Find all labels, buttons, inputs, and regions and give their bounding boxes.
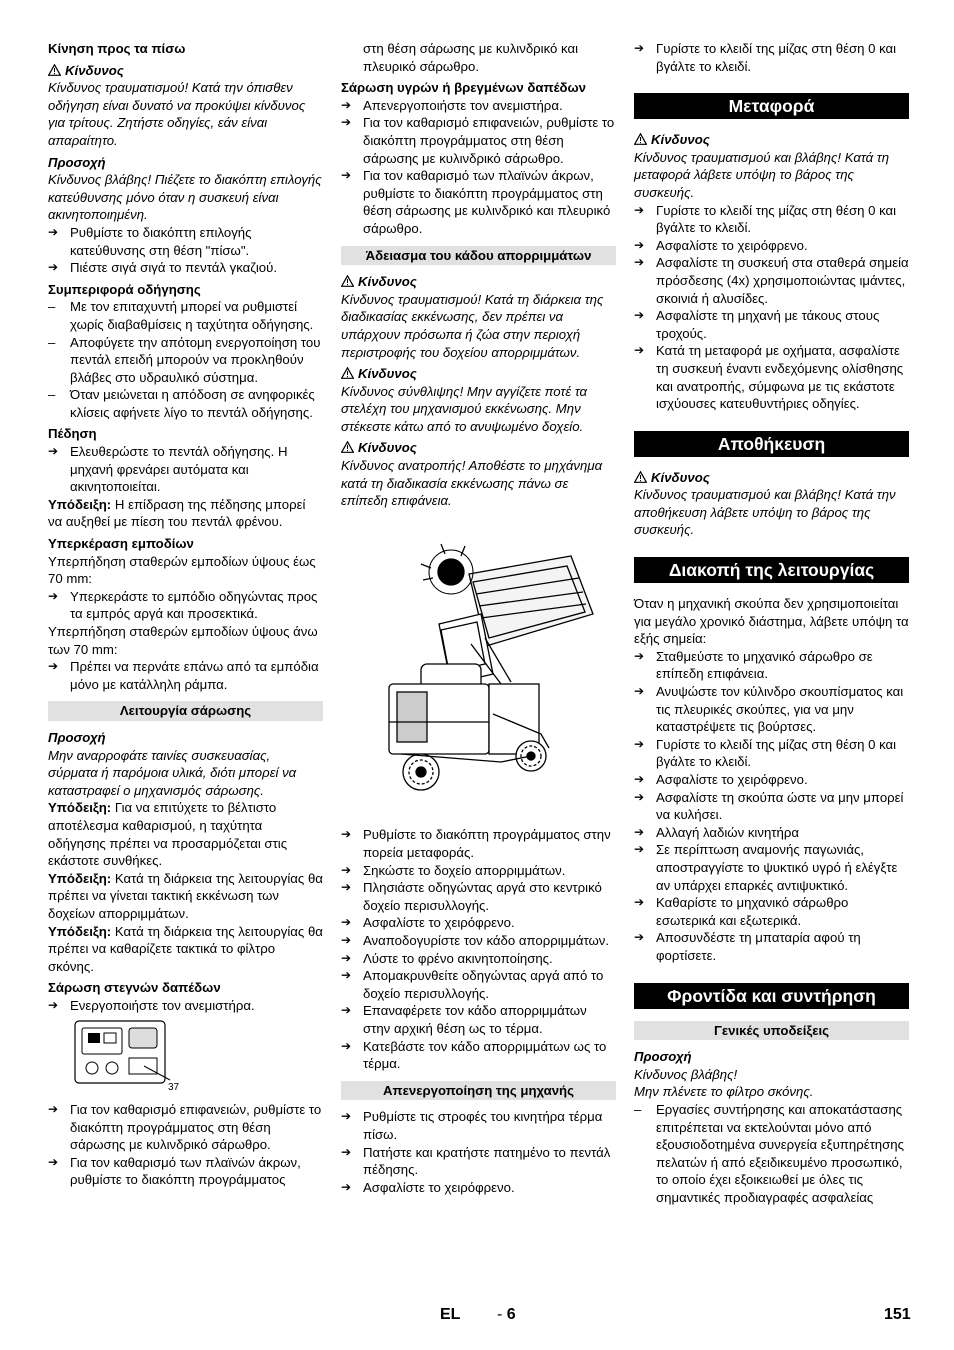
- heading-text: Προσοχή: [48, 729, 106, 745]
- heading-text: Κίνδυνος: [651, 132, 710, 148]
- step-text: Πατήστε και κρατήστε πατημένο το πεντάλ πέδησης.: [363, 1144, 611, 1178]
- warning-text: Κίνδυνος ανατροπής! Αποθέστε το μηχάνημα κατά τη διαδικασία εκκένωσης πάνω σε επίπεδη επιφάνεια.: [341, 458, 603, 509]
- instruction-step: [341, 1002, 616, 1037]
- caution-heading: [48, 154, 323, 172]
- arrow-right-icon: ➔: [634, 237, 645, 252]
- subsection-band: Απενεργοποίηση της μηχανής: [341, 1081, 616, 1101]
- step-text: Ρυθμίστε το διακόπτη προγράμματος στην πορεία μεταφοράς.: [363, 827, 611, 861]
- step-text: Αλλαγή λαδιών κινητήρα: [656, 824, 799, 840]
- instruction-step: [634, 683, 909, 736]
- arrow-right-icon: ➔: [341, 168, 352, 183]
- instruction-step: [634, 40, 909, 75]
- instruction-step: [341, 114, 616, 167]
- section-title-band: Αποθήκευση: [634, 431, 909, 457]
- note-label: Υπόδειξη:: [48, 800, 112, 816]
- dash-list-item: [634, 1101, 909, 1207]
- warning-triangle-icon: [341, 275, 354, 287]
- note-text: Η επίδραση της πέδησης μπορεί να αυξηθεί με πίεση του πεντάλ φρένου.: [48, 496, 306, 530]
- arrow-right-icon: ➔: [634, 41, 645, 55]
- sweeper-dump-illustration: [381, 534, 601, 804]
- heading-text: Κίνδυνος: [65, 62, 124, 78]
- dash-list-item: [48, 334, 323, 387]
- figure-control-panel: [74, 1020, 323, 1097]
- arrow-right-icon: ➔: [341, 827, 352, 842]
- arrow-right-icon: ➔: [48, 444, 59, 459]
- step-text: Σε περίπτωση αναμονής παγωνιάς, αποστραγγίστε το ψυκτικό υγρό ή ελέγξτε αν υπάρχει επαρκές αντιψυκτικό.: [656, 842, 898, 893]
- instruction-step: [48, 588, 323, 623]
- step-text: Αποσυνδέστε τη μπαταρία αφού τη φορτίσετε.: [656, 930, 861, 963]
- section-title-band: Μεταφορά: [634, 93, 909, 119]
- dash-bullet-icon: –: [48, 334, 56, 350]
- warning-text: Κίνδυνος τραυματισμού! Κατά την όπισθεν οδήγηση είναι δυνατό να προκύψει κίνδυνος για τρίτους. Ζητήστε οδηγίες, εάν είναι απαραίτητο.: [48, 80, 306, 148]
- note-text: Για να επιτύχετε το βέλτιστο αποτέλεσμα καθαρισμού, η ταχύτητα οδήγησης πρέπει να προσαρμόζεται στις εκάστοτε συνθήκες.: [48, 800, 288, 869]
- instruction-step: [341, 932, 616, 950]
- instruction-step: [634, 824, 909, 842]
- warning-text: Κίνδυνος τραυματισμού και βλάβης! Κατά τη μεταφορά λάβετε υπόψη το βάρος της συσκευής.: [634, 149, 890, 200]
- arrow-right-icon: ➔: [634, 308, 645, 323]
- instruction-step: [634, 202, 909, 237]
- arrow-right-icon: ➔: [341, 880, 352, 895]
- instruction-step: [634, 342, 909, 412]
- arrow-right-icon: ➔: [341, 950, 352, 965]
- arrow-right-icon: ➔: [634, 202, 645, 217]
- step-text: Ασφαλίστε το χειρόφρενο.: [656, 237, 808, 253]
- warning-text: Μην πλένετε το φίλτρο σκόνης.: [634, 1084, 814, 1100]
- step-text: Ασφαλίστε το χειρόφρενο.: [363, 1179, 515, 1195]
- paragraph: Υπερπήδηση σταθερών εμποδίων ύψους άνω των 70 mm:: [48, 624, 318, 657]
- section-heading: Κίνηση προς τα πίσω: [48, 41, 186, 56]
- step-text: Πιέστε σιγά σιγά το πεντάλ γκαζιού.: [70, 260, 277, 276]
- arrow-right-icon: ➔: [341, 862, 352, 877]
- arrow-right-icon: ➔: [634, 772, 645, 786]
- heading-text: Κίνδυνος: [358, 440, 417, 456]
- step-text: Γυρίστε το κλειδί της μίζας στη θέση 0 και βγάλτε το κλειδί.: [656, 736, 897, 770]
- arrow-right-icon: ➔: [341, 933, 352, 947]
- instruction-step: [341, 1144, 616, 1179]
- dash-list-item: [48, 386, 323, 421]
- dash-bullet-icon: –: [634, 1101, 642, 1117]
- control-panel-illustration: [74, 1020, 184, 1092]
- arrow-right-icon: ➔: [341, 1109, 352, 1124]
- step-text: Γυρίστε το κλειδί της μίζας στη θέση 0 και βγάλτε το κλειδί.: [656, 41, 897, 74]
- dash-list-item: [48, 298, 323, 333]
- step-text: Ασφαλίστε το χειρόφρενο.: [656, 772, 808, 787]
- step-text: Κατά τη μεταφορά με οχήματα, ασφαλίστε τη συσκευή έναντι ενδεχόμενης ολίσθησης και ανατροπής, σύμφωνα με τις εκάστοτε ισχύουσες κατευθυντήριες οδηγίες.: [656, 343, 904, 412]
- instruction-step: [634, 771, 909, 789]
- instruction-step: [341, 879, 616, 914]
- section-heading: Συμπεριφορά οδήγησης: [48, 281, 201, 297]
- instruction-step: [341, 862, 616, 880]
- dash-bullet-icon: –: [48, 299, 56, 315]
- instruction-step: [48, 224, 323, 259]
- step-text: Επαναφέρετε τον κάδο απορριμμάτων στην αρχική θέση ως το τέρμα.: [363, 1003, 587, 1036]
- arrow-right-icon: ➔: [48, 997, 59, 1012]
- footer-sub-page-prefix: -: [497, 1306, 507, 1323]
- step-text: Απενεργοποιήστε τον ανεμιστήρα.: [363, 97, 563, 113]
- arrow-right-icon: ➔: [634, 343, 645, 358]
- arrow-right-icon: ➔: [48, 659, 59, 674]
- step-text: Απομακρυνθείτε οδηγώντας αργά από το δοχείο περισυλλογής.: [363, 968, 604, 1001]
- warning-triangle-icon: [341, 441, 354, 453]
- instruction-step: [48, 1101, 323, 1154]
- arrow-right-icon: ➔: [634, 930, 645, 945]
- footer-language: EL: [440, 1306, 461, 1323]
- instruction-step: [341, 167, 616, 237]
- step-text: Καθαρίστε το μηχανικό σάρωθρο εσωτερικά και εξωτερικά.: [656, 895, 849, 928]
- warning-heading: [634, 469, 909, 487]
- instruction-step: [634, 648, 909, 683]
- arrow-right-icon: ➔: [634, 255, 645, 270]
- section-title-band: Διακοπή της λειτουργίας: [634, 557, 909, 583]
- step-text: Για τον καθαρισμό επιφανειών, ρυθμίστε το διακόπτη προγράμματος στη θέση σάρωσης με κυλινδρικό σάρωθρο.: [363, 115, 615, 166]
- arrow-right-icon: ➔: [48, 1154, 59, 1169]
- column-2: [341, 40, 616, 1196]
- instruction-step: [341, 914, 616, 932]
- arrow-right-icon: ➔: [341, 1003, 352, 1018]
- warning-triangle-icon: [341, 367, 354, 379]
- instruction-step: [341, 950, 616, 968]
- arrow-right-icon: ➔: [48, 588, 59, 603]
- arrow-right-icon: ➔: [634, 648, 645, 663]
- warning-triangle-icon: [634, 471, 647, 483]
- arrow-right-icon: ➔: [634, 842, 645, 857]
- instruction-step: [634, 736, 909, 771]
- paragraph: Υπερπήδηση σταθερών εμποδίων ύψους έως 70 mm:: [48, 553, 316, 587]
- warning-heading: [341, 439, 616, 457]
- warning-text: Κίνδυνος σύνθλιψης! Μην αγγίζετε ποτέ τα στελέχη του μηχανισμού εκκένωσης. Μην στέκεστε κάτω από το ανυψωμένο δοχείο.: [341, 383, 588, 434]
- heading-text: Κίνδυνος: [358, 366, 417, 382]
- note-paragraph: [48, 496, 323, 531]
- list-text: Εργασίες συντήρησης και αποκατάστασης επιτρέπεται να εκτελούνται μόνο από εξουσιοδοτημένα συνεργεία εξυπηρέτησης πελατών ή από εξειδικευμένο προσωπικό, το οποίο έχει εξοικειωθεί με όλες τις σημαντικές προδιαγραφές ασφαλείας: [656, 1101, 904, 1205]
- step-text: Για τον καθαρισμό των πλαϊνών άκρων, ρυθμίστε το διακόπτη προγράμματος: [70, 1154, 301, 1188]
- paragraph-text: στη θέση σάρωσης με κυλινδρικό και πλευρικό σάρωθρο.: [363, 41, 579, 74]
- paragraph: Όταν η μηχανική σκούπα δεν χρησιμοποιείται για μεγάλο χρονικό διάστημα, λάβετε υπόψη τα εξής σημεία:: [634, 596, 909, 647]
- arrow-right-icon: ➔: [634, 684, 645, 699]
- step-text: Αναποδογυρίστε τον κάδο απορριμμάτων.: [363, 933, 610, 948]
- footer-sub-page: [497, 1306, 516, 1324]
- arrow-right-icon: ➔: [48, 1102, 59, 1117]
- column-1: [48, 40, 323, 1189]
- step-text: Ασφαλίστε τη μηχανή με τάκους στους τροχούς.: [656, 308, 880, 341]
- step-text: Ασφαλίστε τη σκούπα ώστε να μην μπορεί να κυλήσει.: [656, 789, 904, 823]
- arrow-right-icon: ➔: [634, 736, 645, 751]
- list-text: Όταν μειώνεται η απόδοση σε ανηφορικές κλίσεις αφήνετε λίγο το πεντάλ οδήγησης.: [70, 387, 315, 420]
- footer-page-number: 151: [884, 1306, 911, 1323]
- note-text: Κατά τη διάρκεια της λειτουργίας θα πρέπει να γίνεται τακτική εκκένωση των δοχείων απορριμμάτων.: [48, 870, 323, 921]
- step-text: Υπερκεράστε το εμπόδιο οδηγώντας προς τα εμπρός αργά και προσεκτικά.: [70, 588, 318, 622]
- step-text: Ρυθμίστε το διακόπτη επιλογής κατεύθυνσης στη θέση "πίσω".: [70, 224, 252, 258]
- arrow-right-icon: ➔: [341, 968, 352, 983]
- step-text: Για τον καθαρισμό επιφανειών, ρυθμίστε το διακόπτη προγράμματος στη θέση σάρωσης με κυλινδρικό σάρωθρο.: [70, 1102, 322, 1153]
- instruction-step: [48, 259, 323, 277]
- dash-bullet-icon: –: [48, 387, 56, 403]
- step-text: Λύστε το φρένο ακινητοποίησης.: [363, 950, 553, 966]
- subsection-band: Γενικές υποδείξεις: [634, 1021, 909, 1041]
- step-text: Ελευθερώστε το πεντάλ οδήγησης. Η μηχανή φρενάρει αυτόματα και ακινητοποιείται.: [70, 444, 288, 495]
- step-text: Ενεργοποιήστε τον ανεμιστήρα.: [70, 997, 255, 1013]
- heading-text: Προσοχή: [48, 154, 106, 170]
- heading-text: Προσοχή: [634, 1049, 692, 1065]
- instruction-step: [341, 97, 616, 115]
- step-text: Ασφαλίστε το χειρόφρενο.: [363, 915, 515, 931]
- arrow-right-icon: ➔: [48, 260, 59, 275]
- instruction-step: [634, 237, 909, 255]
- section-heading: Σάρωση στεγνών δαπέδων: [48, 980, 221, 996]
- warning-heading: [341, 273, 616, 291]
- warning-text: Κίνδυνος βλάβης!: [634, 1066, 738, 1082]
- caution-heading: [48, 729, 323, 747]
- step-text: Ασφαλίστε τη συσκευή στα σταθερά σημεία πρόσδεσης (4x) χρησιμοποιώντας ιμάντες, σκοινιά ή αλυσίδες.: [656, 255, 909, 306]
- instruction-step: [341, 1108, 616, 1143]
- warning-text: Κίνδυνος βλάβης! Πιέζετε το διακόπτη επιλογής κατεύθυνσης μόνο όταν η συσκευή είναι ακινητοποιημένη.: [48, 172, 322, 223]
- callout-number: 37: [168, 1082, 180, 1093]
- warning-heading: [48, 62, 323, 80]
- instruction-step: [341, 1038, 616, 1073]
- instruction-step: [48, 443, 323, 496]
- note-label: Υπόδειξη:: [48, 496, 112, 512]
- instruction-step: [634, 789, 909, 824]
- note-paragraph: [48, 799, 323, 869]
- subsection-band: Λειτουργία σάρωσης: [48, 701, 323, 721]
- warning-text: Κίνδυνος τραυματισμού! Κατά τη διάρκεια της διαδικασίας εκκένωσης, δεν πρέπει να υπάρχουν πρόσωπα ή ζώα στην περιοχή περιστροφής του δοχείου απορριμμάτων.: [341, 291, 604, 360]
- warning-text: Μην αναρροφάτε ταινίες συσκευασίας, σύρματα ή παρόμοια υλικά, διότι μπορεί να καταστραφεί ο μηχανισμός σάρωσης.: [48, 747, 297, 798]
- instruction-step: [634, 894, 909, 929]
- instruction-step: [341, 826, 616, 861]
- step-text: Πρέπει να περνάτε επάνω από τα εμπόδια μόνο με κατάλληλη ράμπα.: [70, 659, 319, 692]
- instruction-step: [48, 1154, 323, 1189]
- warning-triangle-icon: [48, 64, 61, 76]
- paragraph: [341, 40, 616, 75]
- list-text: Αποφύγετε την απότομη ενεργοποίηση του πεντάλ επειδή μπορούν να προκληθούν βλάβες στο υδραυλικό σύστημα.: [70, 334, 321, 385]
- instruction-step: [634, 307, 909, 342]
- step-text: Ρυθμίστε τις στροφές του κινητήρα τέρμα πίσω.: [363, 1109, 603, 1142]
- step-text: Πλησιάστε οδηγώντας αργά στο κεντρικό δοχείο περισυλλογής.: [363, 880, 602, 913]
- arrow-right-icon: ➔: [341, 1038, 352, 1053]
- arrow-right-icon: ➔: [48, 224, 59, 239]
- step-text: Σηκώστε το δοχείο απορριμμάτων.: [363, 862, 566, 878]
- heading-text: Κίνδυνος: [651, 469, 710, 485]
- instruction-step: [634, 841, 909, 894]
- subsection-band: Άδειασμα του κάδου απορριμμάτων: [341, 246, 616, 266]
- section-heading: Πέδηση: [48, 426, 97, 442]
- footer-sub-page-number: 6: [506, 1306, 516, 1323]
- arrow-right-icon: ➔: [341, 97, 352, 112]
- step-text: Γυρίστε το κλειδί της μίζας στη θέση 0 και βγάλτε το κλειδί.: [656, 202, 897, 236]
- note-paragraph: [48, 870, 323, 923]
- instruction-step: [48, 658, 323, 693]
- arrow-right-icon: ➔: [341, 1144, 352, 1159]
- note-paragraph: [48, 923, 323, 976]
- note-text: Κατά τη διάρκεια της λειτουργίας θα πρέπει να καθαρίζετε τακτικά το φίλτρο σκόνης.: [48, 923, 323, 974]
- column-3: [634, 40, 909, 1206]
- warning-text: Κίνδυνος τραυματισμού και βλάβης! Κατά την αποθήκευση λάβετε υπόψη το βάρος της συσκευής.: [634, 487, 896, 538]
- arrow-right-icon: ➔: [341, 115, 352, 130]
- step-text: Ανυψώστε τον κύλινδρο σκουπίσματος και τις πλευρικές σκούπες, για να μην καταστρέψετε τις βούρτσες.: [656, 684, 904, 735]
- arrow-right-icon: ➔: [634, 824, 645, 839]
- arrow-right-icon: ➔: [341, 915, 352, 930]
- list-text: Με τον επιταχυντή μπορεί να ρυθμιστεί χωρίς διαβαθμίσεις η ταχύτητα οδήγησης.: [70, 299, 314, 332]
- arrow-right-icon: ➔: [634, 789, 645, 804]
- warning-heading: [634, 131, 909, 149]
- figure-sweeper: [381, 534, 616, 809]
- note-label: Υπόδειξη:: [48, 923, 112, 939]
- heading-text: Κίνδυνος: [358, 274, 417, 290]
- warning-heading: [341, 365, 616, 383]
- caution-heading: [634, 1048, 909, 1066]
- instruction-step: [634, 929, 909, 964]
- instruction-step: [341, 1179, 616, 1197]
- instruction-step: [341, 967, 616, 1002]
- warning-triangle-icon: [634, 133, 647, 145]
- instruction-step: [48, 997, 323, 1015]
- section-heading: Υπερκέραση εμποδίων: [48, 536, 194, 552]
- note-label: Υπόδειξη:: [48, 870, 112, 886]
- section-heading: Σάρωση υγρών ή βρεγμένων δαπέδων: [341, 80, 586, 96]
- step-text: Σταθμεύστε το μηχανικό σάρωθρο σε επίπεδη επιφάνεια.: [656, 648, 873, 682]
- instruction-step: [634, 254, 909, 307]
- arrow-right-icon: ➔: [341, 1179, 352, 1194]
- step-text: Για τον καθαρισμό των πλαϊνών άκρων, ρυθμίστε το διακόπτη προγράμματος στη θέση σάρωσης με κυλινδρικό και πλευρικό σάρωθρο.: [363, 168, 611, 236]
- step-text: Κατεβάστε τον κάδο απορριμμάτων ως το τέρμα.: [363, 1038, 607, 1072]
- arrow-right-icon: ➔: [634, 895, 645, 910]
- section-title-band: Φροντίδα και συντήρηση: [634, 983, 909, 1009]
